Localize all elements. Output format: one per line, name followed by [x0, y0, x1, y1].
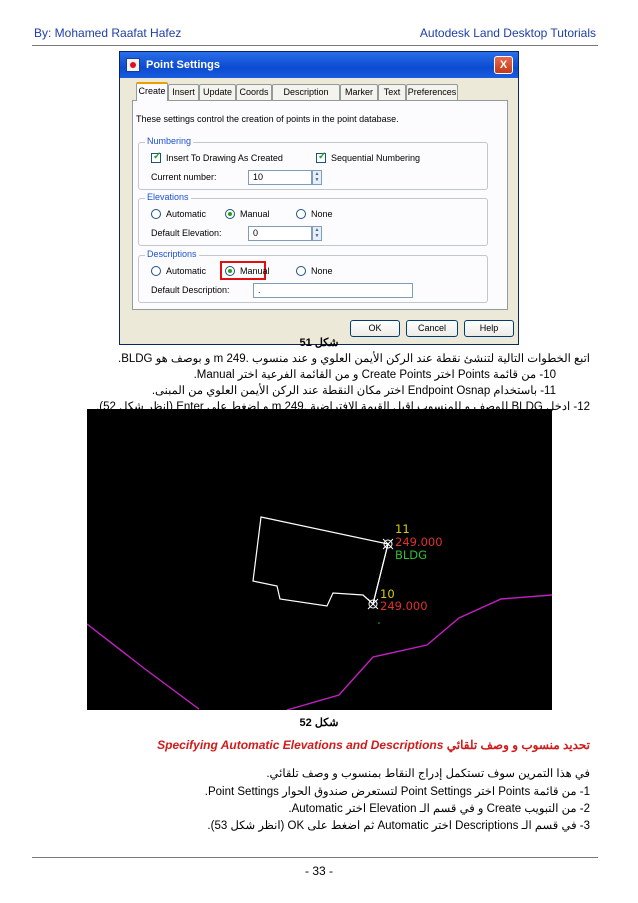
cad-drawing-canvas: [87, 409, 552, 710]
help-button[interactable]: Help: [464, 320, 514, 337]
tab-insert[interactable]: Insert: [168, 84, 199, 100]
elevation-manual-radio[interactable]: [225, 209, 235, 219]
point-11-description: BLDG: [395, 548, 428, 562]
tab-update[interactable]: Update: [199, 84, 236, 100]
numbering-group: [138, 136, 488, 190]
building-outline: [253, 517, 388, 606]
descriptions-title: Descriptions: [147, 249, 197, 259]
point-11-number: 11: [395, 522, 410, 536]
ok-button[interactable]: OK: [350, 320, 400, 337]
elevation-manual-label: Manual: [240, 209, 270, 219]
numbering-title: Numbering: [147, 136, 192, 146]
section-heading: [157, 738, 590, 752]
default-description-input[interactable]: .: [253, 283, 413, 298]
insert-to-drawing-label: Insert To Drawing As Created: [166, 153, 283, 163]
descriptions-group: [138, 249, 488, 303]
dialog-title-bar[interactable]: [120, 52, 518, 78]
figure-51-caption: شكل 51: [299, 337, 339, 349]
default-elevation-label: Default Elevation:: [151, 228, 222, 238]
instruction-intro: اتبع الخطوات التالية لتنشئ نقطة عند الركن الأيمن العلوي و عند منسوب .249 m و بوصف هو BLDG.: [117, 353, 590, 365]
instruction-step-10: 10- من قائمة Points اختر Create Points و من القائمة الفرعية اختر Manual.: [193, 369, 556, 381]
check-icon: ✓: [318, 151, 327, 162]
page-header: [32, 24, 598, 46]
close-button[interactable]: X: [494, 56, 513, 74]
cad-drawing-view[interactable]: [87, 409, 552, 710]
elevation-none-radio[interactable]: [296, 209, 306, 219]
default-elevation-input[interactable]: 0: [248, 226, 312, 241]
description-none-radio[interactable]: [296, 266, 306, 276]
author-line: By: Mohamed Raafat Hafez: [34, 26, 182, 40]
panel-description: These settings control the creation of points in the point database.: [136, 114, 399, 124]
exercise-step-1: 1- من قائمة Points اختر Point Settings لتستعرض صندوق الحوار Point Settings.: [204, 786, 590, 798]
current-number-input[interactable]: 10: [248, 170, 312, 185]
exercise-step-2: 2- من التبويب Create و في قسم الـ Elevation اختر Automatic.: [288, 803, 590, 815]
description-manual-label: Manual: [240, 266, 270, 276]
radio-selected-dot: [228, 212, 232, 216]
description-manual-radio[interactable]: [225, 266, 235, 276]
description-automatic-radio[interactable]: [151, 266, 161, 276]
cancel-button[interactable]: Cancel: [406, 320, 458, 337]
sequential-numbering-checkbox[interactable]: [316, 153, 326, 163]
tab-create[interactable]: Create: [136, 82, 168, 101]
section-heading-ar: تحديد منسوب و وصف تلقائي: [446, 738, 590, 752]
tab-preferences[interactable]: Preferences: [406, 84, 458, 100]
point-10-number: 10: [380, 587, 395, 601]
elevation-automatic-radio[interactable]: [151, 209, 161, 219]
current-number-label: Current number:: [151, 172, 217, 182]
magenta-boundary-left: [87, 624, 199, 709]
series-title: Autodesk Land Desktop Tutorials: [419, 26, 596, 40]
elevations-title: Elevations: [147, 192, 189, 202]
description-none-label: None: [311, 266, 333, 276]
description-automatic-label: Automatic: [166, 266, 207, 276]
check-icon: ✓: [153, 151, 162, 162]
elevation-automatic-label: Automatic: [166, 209, 207, 219]
point-11-elevation: 249.000: [395, 535, 443, 549]
app-icon: [126, 58, 140, 72]
current-number-spinner[interactable]: ▲ ▼: [312, 170, 322, 185]
point-marker-10[interactable]: [368, 599, 378, 609]
tab-text[interactable]: Text: [378, 84, 406, 100]
figure-52-caption: شكل 52: [299, 717, 339, 729]
insert-to-drawing-checkbox[interactable]: [151, 153, 161, 163]
section-heading-en: Specifying Automatic Elevations and Descriptions: [157, 738, 444, 752]
elevations-group: [138, 192, 488, 246]
point-marker-11[interactable]: [383, 539, 393, 549]
exercise-step-3: 3- في قسم الـ Descriptions اختر Automatic ثم اضغط على OK (انظر شكل 53).: [207, 820, 590, 832]
instruction-step-11: 11- باستخدام Endpoint Osnap اختر مكان النقطة عند الركن الأيمن العلوي من المبنى.: [151, 385, 556, 397]
instruction-step-12: 12- ادخل BLDG للوصف و للمنسوب اقبل القيمة الافتراضية .249 m و اضغط على Enter (انظر شكل 52).: [96, 401, 590, 413]
elevation-none-label: None: [311, 209, 333, 219]
radio-selected-dot: [228, 269, 232, 273]
default-elevation-spinner[interactable]: ▲ ▼: [312, 226, 322, 241]
exercise-intro: في هذا التمرين سوف تستكمل إدراج النقاط بمنسوب و وصف تلقائي.: [266, 768, 590, 780]
footer-rule: [32, 857, 598, 858]
tab-description-keys[interactable]: Description: [272, 84, 340, 100]
dialog-title: Point Settings: [146, 59, 220, 71]
point-settings-dialog: [119, 51, 519, 345]
sequential-numbering-label: Sequential Numbering: [331, 153, 421, 163]
page-number: - 33 -: [304, 864, 333, 878]
default-description-label: Default Description:: [151, 285, 230, 295]
tab-marker[interactable]: Marker: [340, 84, 378, 100]
point-10-elevation: 249.000: [380, 599, 428, 613]
tab-coords[interactable]: Coords: [236, 84, 272, 100]
green-dot: [378, 622, 380, 624]
